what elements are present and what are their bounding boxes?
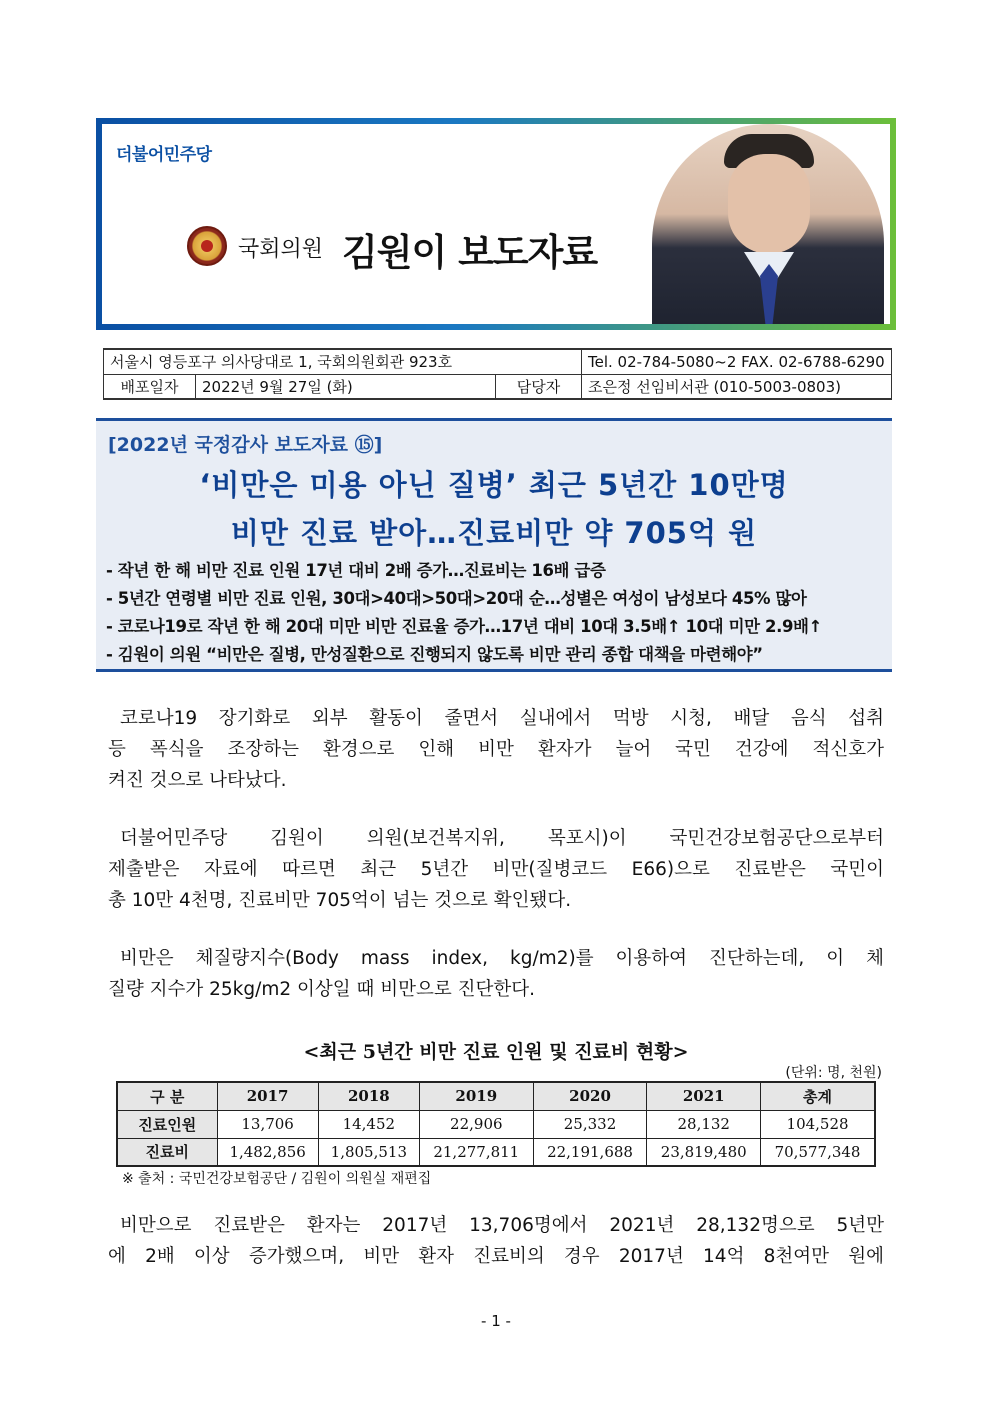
table-cell: 28,132 [647, 1110, 761, 1138]
header-cell: 2020 [533, 1082, 647, 1110]
header-cell: 2018 [318, 1082, 419, 1110]
table-header-row [117, 1082, 875, 1110]
header-cell: 구 분 [117, 1082, 217, 1110]
date-label: 배포일자 [104, 374, 196, 399]
page-number: - 1 - [481, 1312, 511, 1330]
header-cell: 2019 [419, 1082, 533, 1110]
portrait-tie [760, 264, 778, 324]
address-cell: 서울시 영등포구 의사당대로 1, 국회의원회관 923호 [104, 349, 582, 374]
header-cell: 2017 [217, 1082, 318, 1110]
release-tag: [2022년 국정감사 보도자료 ⑮] [108, 434, 383, 456]
body-paragraph-3 [108, 943, 884, 1005]
obesity-treatment-table [116, 1081, 876, 1167]
headline-title-line1: ‘비만은 미용 아닌 질병’ 최근 5년간 10만명 [199, 468, 789, 502]
contact-info-table [103, 348, 892, 400]
table-source: ※ 출처 : 국민건강보험공단 / 김원이 의원실 재편집 [122, 1171, 432, 1187]
summary-bullets [106, 557, 822, 669]
table-unit: (단위: 명, 천원) [785, 1065, 882, 1081]
banner-title: 김원이 보도자료 [342, 231, 598, 274]
phone-cell: Tel. 02-784-5080~2 FAX. 02-6788-6290 [582, 349, 892, 374]
body-paragraph-4 [108, 1210, 884, 1272]
national-assembly-seal-icon [187, 226, 227, 266]
table-title: <최근 5년간 비만 진료 인원 및 진료비 현황> [303, 1041, 689, 1063]
table-cell: 70,577,348 [761, 1138, 875, 1166]
body-paragraph-1 [108, 703, 884, 796]
date-value: 2022년 9월 27일 (화) [196, 374, 496, 399]
table-cell: 23,819,480 [647, 1138, 761, 1166]
table-cell: 14,452 [318, 1110, 419, 1138]
body-paragraph-2 [108, 823, 884, 916]
header-cell: 총계 [761, 1082, 875, 1110]
paragraph-line: 질량 지수가 25kg/m2 이상일 때 비만으로 진단한다. [108, 979, 535, 1000]
row-header-cell: 진료인원 [117, 1110, 217, 1138]
table-cell: 22,906 [419, 1110, 533, 1138]
summary-bullet: - 5년간 연령별 비만 진료 인원, 30대>40대>50대>20대 순…성별은 여성이 남성보다 45% 많아 [106, 589, 807, 608]
paragraph-line: 총 10만 4천명, 진료비만 705억이 넘는 것으로 확인됐다. [108, 890, 572, 911]
table-cell: 13,706 [217, 1110, 318, 1138]
paragraph-line: 비만은 체질량지수(Body mass index, kg/m2)를 이용하여 진단하는데, 이 체 [120, 948, 884, 969]
paragraph-line: 에 2배 이상 증가했으며, 비만 환자 진료비의 경우 2017년 14억 8천여만 원에 [108, 1246, 884, 1267]
header-cell: 2021 [647, 1082, 761, 1110]
table-cell: 104,528 [761, 1110, 875, 1138]
paragraph-line: 비만으로 진료받은 환자는 2017년 13,706명에서 2021년 28,132명으로 5년만 [120, 1215, 884, 1236]
table-cell: 25,332 [533, 1110, 647, 1138]
paragraph-line: 더불어민주당 김원이 의원(보건복지위, 목포시)이 국민건강보험공단으로부터 [120, 828, 884, 849]
headline-title-line2: 비만 진료 받아…진료비만 약 705억 원 [230, 516, 758, 550]
headline-box [96, 418, 892, 672]
paragraph-line: 코로나19 장기화로 외부 활동이 줄면서 실내에서 먹방 시청, 배달 음식 섭취 [120, 708, 884, 729]
paragraph-line: 켜진 것으로 나타났다. [108, 770, 287, 791]
table-cell: 1,482,856 [217, 1138, 318, 1166]
summary-bullet: - 코로나19로 작년 한 해 20대 미만 비만 진료율 증가…17년 대비 10대 3.5배↑ 10대 미만 2.9배↑ [106, 617, 822, 636]
table-cell: 1,805,513 [318, 1138, 419, 1166]
lawmaker-portrait [652, 124, 884, 324]
table-cell: 22,191,688 [533, 1138, 647, 1166]
contact-value: 조은정 선임비서관 (010-5003-0803) [582, 374, 892, 399]
summary-bullet: - 김원이 의원 “비만은 질병, 만성질환으로 진행되지 않도록 비만 관리 종합 대책을 마련해야” [106, 645, 763, 664]
paragraph-line: 등 폭식을 조장하는 환경으로 인해 비만 환자가 늘어 국민 건강에 적신호가 [108, 739, 884, 760]
member-label: 국회의원 [238, 237, 324, 262]
table-row [117, 1110, 875, 1138]
press-release-banner [96, 118, 896, 330]
paragraph-line: 제출받은 자료에 따르면 최근 5년간 비만(질병코드 E66)으로 진료받은 국민이 [108, 859, 884, 880]
summary-bullet: - 작년 한 해 비만 진료 인원 17년 대비 2배 증가…진료비는 16배 급증 [106, 561, 606, 580]
party-logo-text: 더불어민주당 [116, 145, 212, 165]
portrait-face [728, 154, 810, 254]
table-row [117, 1138, 875, 1166]
contact-label: 담당자 [496, 374, 582, 399]
table-cell: 21,277,811 [419, 1138, 533, 1166]
row-header-cell: 진료비 [117, 1138, 217, 1166]
